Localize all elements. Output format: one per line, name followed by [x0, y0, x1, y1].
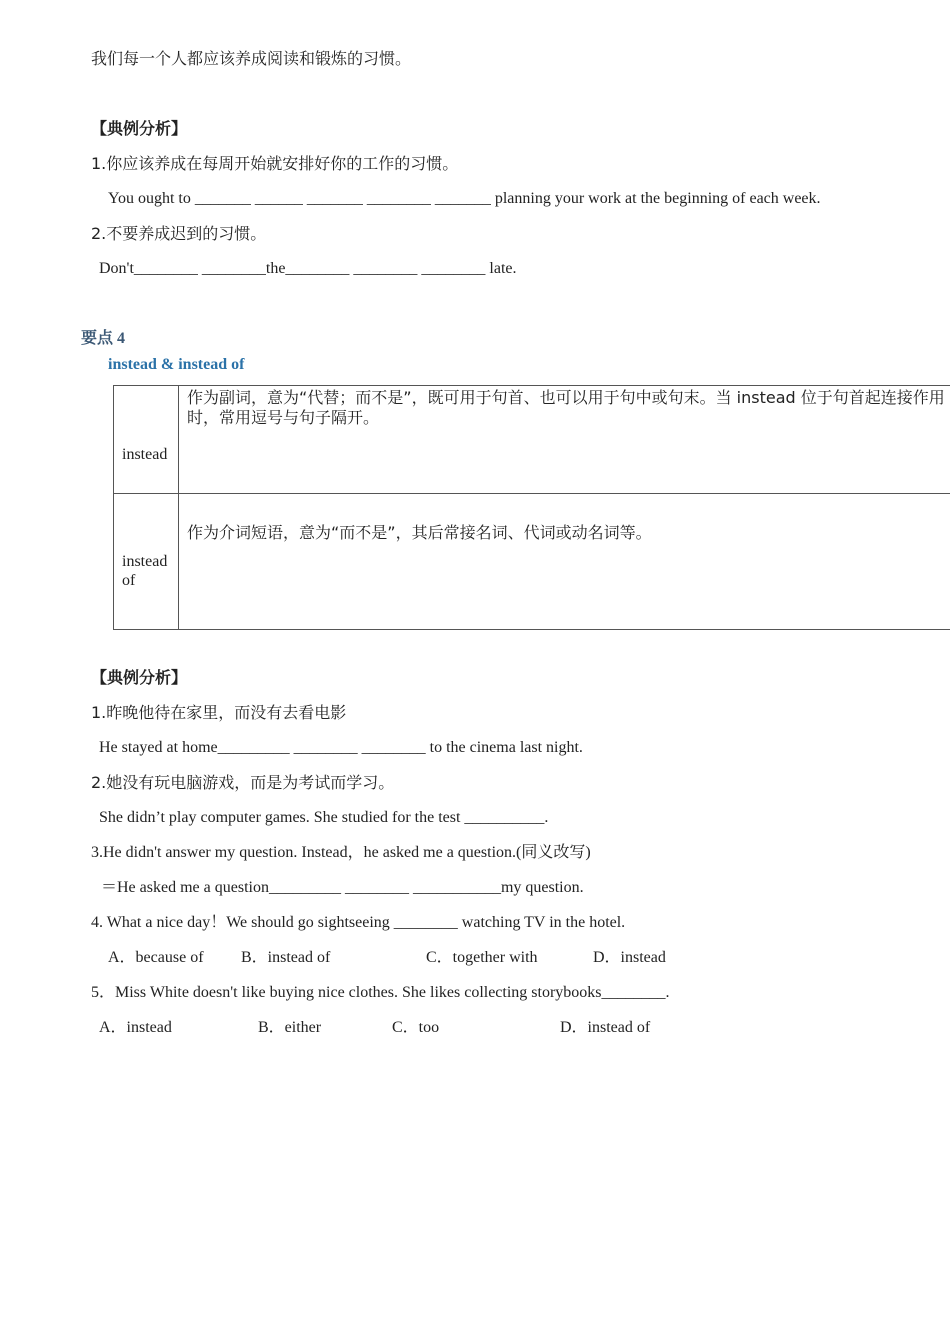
q4-option-d: D．instead [593, 949, 666, 966]
section2-q4-stem: 4. What a nice day！We should go sightseeing ________ watching TV in the hotel. [91, 914, 626, 931]
usage-row-instead [114, 386, 950, 494]
q4-option-b: B．instead of [241, 949, 331, 966]
q4-option-a: A．because of [108, 949, 204, 966]
q5-option-b: B．either [258, 1019, 322, 1036]
usage-desc-cell [179, 386, 950, 494]
section1-q1-cn: 1.你应该养成在每周开始就安排好你的工作的习惯。 [91, 154, 459, 173]
section2-q1-en: He stayed at home_________ ________ ________ to the cinema last night. [99, 739, 583, 756]
usage-desc: 作为副词，意为“代替；而不是”，既可用于句首、也可以用于句中或句末。当 instead 位于句首起连接作用时，常用逗号与句子隔开。 [187, 388, 945, 427]
intro-sentence: 我们每一个人都应该养成阅读和锻炼的习惯。 [91, 49, 412, 68]
section2-q1-cn: 1.昨晚他待在家里，而没有去看电影 [91, 703, 347, 722]
q5-option-c: C．too [392, 1019, 440, 1036]
usage-term-cell [114, 386, 179, 494]
section1-q2-en: Don't________ ________the________ ________ ________ late. [99, 260, 517, 277]
q4-option-c: C．together with [426, 949, 538, 966]
section2-q5-stem: 5．Miss White doesn't like buying nice clothes. She likes collecting storybooks________. [91, 984, 670, 1001]
usage-term: instead of [122, 553, 168, 589]
section1-q2-cn: 2.不要养成迟到的习惯。 [91, 224, 267, 243]
q5-option-d: D．instead of [560, 1019, 651, 1036]
section2-q2-cn: 2.她没有玩电脑游戏，而是为考试而学习。 [91, 773, 395, 792]
point4-subtitle: instead & instead of [108, 356, 245, 373]
usage-row-instead-of [114, 494, 950, 630]
q5-option-a: A．instead [99, 1019, 172, 1036]
section2-q3-prompt: 3.He didn't answer my question. Instead，he asked me a question.(同义改写) [91, 844, 591, 861]
usage-desc: 作为介词短语，意为“而不是”，其后常接名词、代词或动名词等。 [187, 523, 652, 542]
usage-desc-cell [179, 494, 950, 630]
usage-term: instead [122, 446, 168, 463]
point4-title: 要点 4 [81, 330, 126, 347]
usage-table [113, 385, 950, 630]
section1-q1-en: You ought to _______ ______ _______ ________ _______ planning your work at the beginning of each week. [108, 190, 821, 207]
section2-q3-answer: ＝He asked me a question_________ ________ ___________my question. [101, 879, 584, 896]
usage-term-cell [114, 494, 179, 630]
section2-heading: 【典例分析】 [91, 668, 188, 687]
section1-heading: 【典例分析】 [91, 119, 188, 138]
section2-q2-en: She didn’t play computer games. She studied for the test __________. [99, 809, 549, 826]
